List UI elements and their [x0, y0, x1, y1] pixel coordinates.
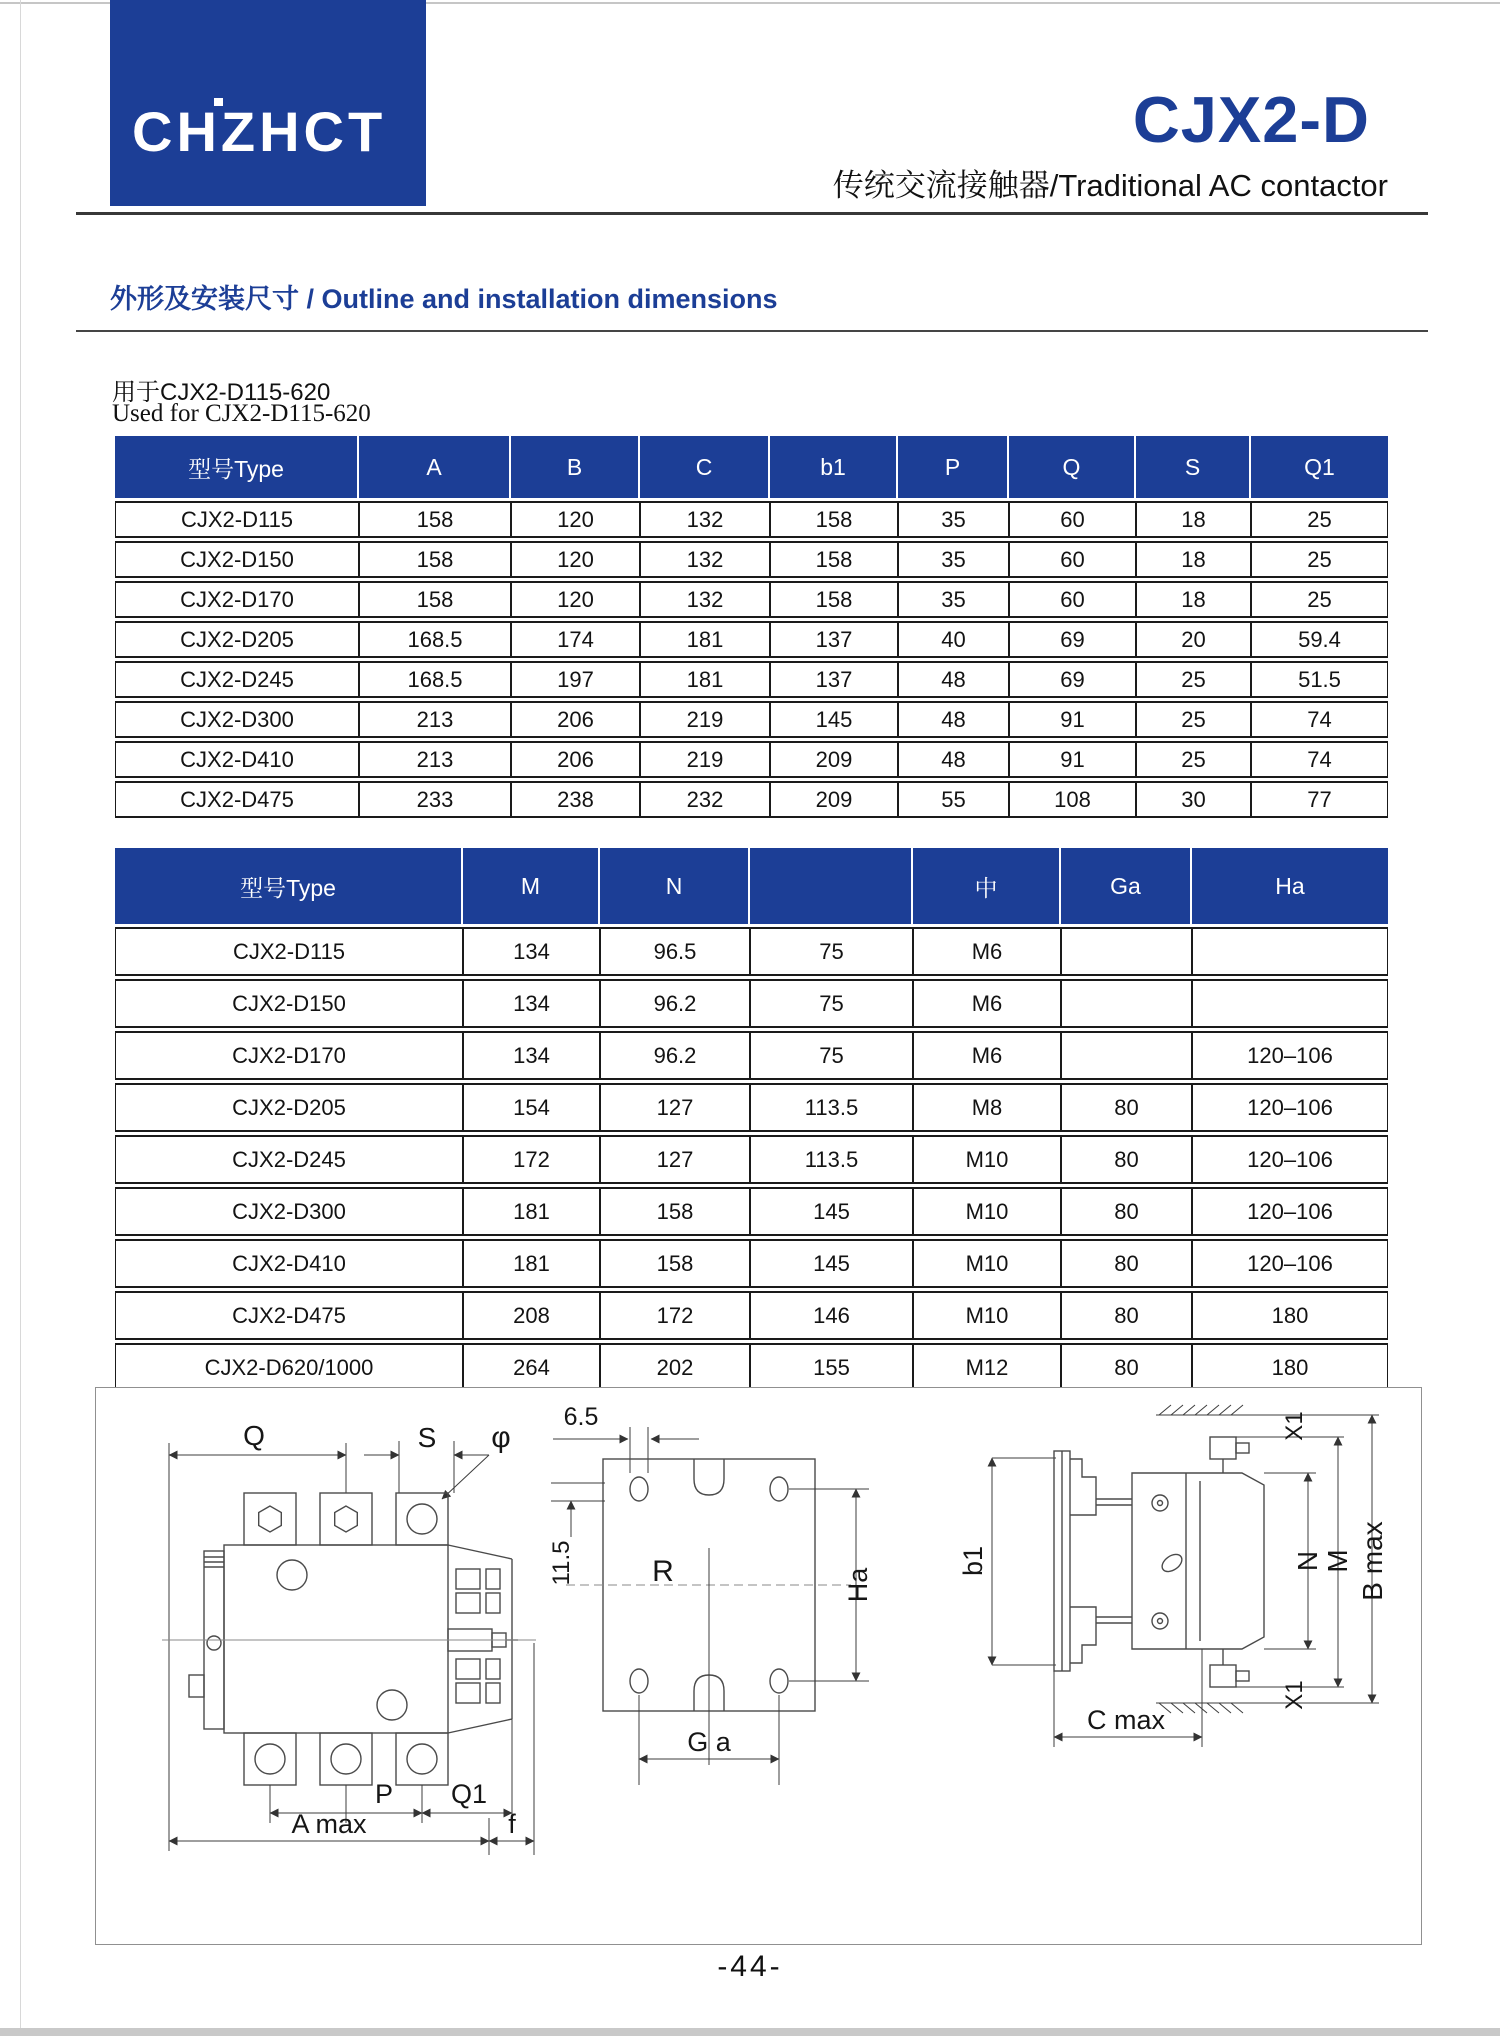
table2-cell: [1192, 927, 1388, 976]
table-row: [115, 979, 1388, 1028]
table1-cell: 30: [1136, 781, 1251, 818]
table1-cell: 219: [640, 701, 770, 738]
header-rule: [76, 212, 1428, 215]
outline-drawings-box: [95, 1387, 1422, 1945]
table2-cell: 145: [750, 1239, 913, 1288]
dim-label-6-5: 6.5: [563, 1403, 599, 1431]
table2-cell: 120–106: [1192, 1031, 1388, 1080]
table1-cell: 25: [1136, 741, 1251, 778]
table2-cell: 134: [463, 1031, 600, 1080]
table-row: [115, 1135, 1388, 1184]
table2-cell: CJX2-D245: [115, 1135, 463, 1184]
table2-cell: CJX2-D170: [115, 1031, 463, 1080]
table2-cell: CJX2-D620/1000: [115, 1343, 463, 1392]
table2-cell: 155: [750, 1343, 913, 1392]
table1-cell: 181: [640, 661, 770, 698]
section-title: 外形及安装尺寸 / Outline and installation dimensions: [110, 284, 778, 314]
dim-label-s: S: [417, 1422, 437, 1453]
table-row: [115, 701, 1388, 738]
table2-cell: 134: [463, 979, 600, 1028]
table-row: [115, 1187, 1388, 1236]
table2-cell: M6: [913, 1031, 1061, 1080]
dim-label-x1-bottom: X1: [1281, 1680, 1308, 1710]
usage-note-en: Used for CJX2-D115-620: [112, 400, 371, 427]
table1-cell: 48: [898, 661, 1009, 698]
table1-cell: 158: [770, 581, 898, 618]
table2-cell: 172: [600, 1291, 750, 1340]
logo-text: CHZHCT: [132, 100, 387, 163]
table1-cell: 60: [1009, 541, 1136, 578]
table-row: [115, 741, 1388, 778]
table1-cell: 77: [1251, 781, 1388, 818]
table1-cell: 181: [640, 621, 770, 658]
table1-cell: 91: [1009, 741, 1136, 778]
page-edge-bottom: [0, 2028, 1500, 2036]
table1-cell: 20: [1136, 621, 1251, 658]
dim-label-b1: b1: [958, 1545, 988, 1577]
table2-cell: CJX2-D300: [115, 1187, 463, 1236]
table2-cell: 80: [1061, 1343, 1192, 1392]
table-row: [115, 1239, 1388, 1288]
table1-cell: 168.5: [359, 661, 511, 698]
dim-label-ga: G a: [687, 1727, 731, 1757]
table2-cell: 208: [463, 1291, 600, 1340]
table-row: [115, 621, 1388, 658]
table1-cell: 158: [359, 541, 511, 578]
table1-cell: 69: [1009, 661, 1136, 698]
table1-cell: 69: [1009, 621, 1136, 658]
table2-cell: 172: [463, 1135, 600, 1184]
table2-cell: M8: [913, 1083, 1061, 1132]
table2-header-row: [115, 848, 1388, 924]
table1-cell: CJX2-D150: [115, 541, 359, 578]
table1-cell: 158: [359, 501, 511, 538]
table2-cell: CJX2-D475: [115, 1291, 463, 1340]
usage-note-cn: 用于CJX2-D115-620: [112, 379, 331, 406]
table2-cell: 120–106: [1192, 1135, 1388, 1184]
table2-cell: 264: [463, 1343, 600, 1392]
table1-cell: CJX2-D475: [115, 781, 359, 818]
dim-label-p: P: [374, 1779, 394, 1809]
table1-cell: 18: [1136, 541, 1251, 578]
page-number: -44-: [717, 1950, 783, 1983]
outline-drawings: [96, 1388, 1419, 1942]
dim-label-x1-top: X1: [1281, 1411, 1308, 1441]
dim-label-m: M: [1322, 1549, 1353, 1573]
table1-header-cell: b1: [770, 436, 898, 498]
table2-cell: 75: [750, 927, 913, 976]
dim-label-c-max: C max: [1086, 1705, 1166, 1735]
table1-cell: 158: [770, 541, 898, 578]
dim-label-ha: Ha: [843, 1567, 873, 1603]
table1-cell: 25: [1251, 581, 1388, 618]
table1-cell: CJX2-D170: [115, 581, 359, 618]
table1-cell: 35: [898, 581, 1009, 618]
table1-cell: 213: [359, 741, 511, 778]
side-view-drawing: [958, 1405, 1388, 1747]
table-row: [115, 1083, 1388, 1132]
table1-cell: 18: [1136, 581, 1251, 618]
table1-cell: 132: [640, 501, 770, 538]
table2-header-cell: 型号Type: [115, 848, 463, 924]
table2-cell: 134: [463, 927, 600, 976]
table2-cell: CJX2-D150: [115, 979, 463, 1028]
dim-label-phi: φ: [491, 1421, 511, 1454]
table2-cell: 75: [750, 1031, 913, 1080]
table2-cell: 96.2: [600, 979, 750, 1028]
table1-cell: 25: [1251, 541, 1388, 578]
table2-cell: 202: [600, 1343, 750, 1392]
table2-cell: 145: [750, 1187, 913, 1236]
table1-cell: 209: [770, 741, 898, 778]
table1-cell: 158: [770, 501, 898, 538]
table2-cell: CJX2-D115: [115, 927, 463, 976]
table2-cell: CJX2-D205: [115, 1083, 463, 1132]
table1-cell: 35: [898, 501, 1009, 538]
table1-cell: 232: [640, 781, 770, 818]
table1-header-cell: Q: [1009, 436, 1136, 498]
table2-header-cell: N: [600, 848, 750, 924]
dim-label-11-5: 11.5: [548, 1540, 575, 1586]
table1-cell: 74: [1251, 701, 1388, 738]
table1-cell: CJX2-D115: [115, 501, 359, 538]
table1-cell: 91: [1009, 701, 1136, 738]
table1-cell: 59.4: [1251, 621, 1388, 658]
table1-cell: 132: [640, 581, 770, 618]
table1-cell: 233: [359, 781, 511, 818]
table1-cell: CJX2-D410: [115, 741, 359, 778]
table2-cell: [1061, 979, 1192, 1028]
dim-label-r: R: [652, 1555, 674, 1588]
table1-header-cell: C: [640, 436, 770, 498]
table1-cell: 60: [1009, 501, 1136, 538]
table1-cell: 25: [1136, 701, 1251, 738]
table1-cell: 60: [1009, 581, 1136, 618]
table2-cell: M10: [913, 1187, 1061, 1236]
table-row: [115, 1291, 1388, 1340]
front-view-drawing: [162, 1420, 536, 1855]
dimension-table-2: [115, 845, 1388, 1395]
table2-cell: M10: [913, 1239, 1061, 1288]
table2-body: [115, 927, 1388, 1392]
table1-cell: 158: [359, 581, 511, 618]
table2-cell: [1061, 1031, 1192, 1080]
table2-cell: CJX2-D410: [115, 1239, 463, 1288]
table1-cell: 74: [1251, 741, 1388, 778]
table1-cell: 206: [511, 701, 640, 738]
table1-cell: CJX2-D205: [115, 621, 359, 658]
table2-cell: 180: [1192, 1343, 1388, 1392]
dim-label-a-max: A max: [291, 1809, 367, 1839]
table2-cell: 113.5: [750, 1083, 913, 1132]
table2-cell: [1192, 979, 1388, 1028]
table-row: [115, 541, 1388, 578]
table1-cell: 48: [898, 741, 1009, 778]
table2-cell: 158: [600, 1187, 750, 1236]
table1-cell: 197: [511, 661, 640, 698]
table1-cell: 55: [898, 781, 1009, 818]
plate-view-drawing: [548, 1403, 873, 1785]
table-row: [115, 1343, 1388, 1392]
table-row: [115, 1031, 1388, 1080]
table2-cell: 120–106: [1192, 1083, 1388, 1132]
dimension-table-1: [115, 433, 1388, 821]
table2-cell: 113.5: [750, 1135, 913, 1184]
table2-cell: M12: [913, 1343, 1061, 1392]
table2-cell: M6: [913, 979, 1061, 1028]
table2-cell: M10: [913, 1135, 1061, 1184]
table1-cell: 48: [898, 701, 1009, 738]
table1-header-cell: P: [898, 436, 1009, 498]
table1-cell: CJX2-D300: [115, 701, 359, 738]
table2-cell: 146: [750, 1291, 913, 1340]
table-row: [115, 501, 1388, 538]
table-row: [115, 927, 1388, 976]
table2-cell: 80: [1061, 1083, 1192, 1132]
table2-cell: 80: [1061, 1135, 1192, 1184]
table1-cell: 18: [1136, 501, 1251, 538]
table1-header-cell: S: [1136, 436, 1251, 498]
table2-cell: 96.5: [600, 927, 750, 976]
product-title: CJX2-D: [1132, 83, 1370, 156]
table2-cell: M10: [913, 1291, 1061, 1340]
table1-header-cell: A: [359, 436, 511, 498]
table-row: [115, 581, 1388, 618]
table2-header-cell: Ga: [1061, 848, 1192, 924]
table1-cell: 137: [770, 661, 898, 698]
table1-body: [115, 501, 1388, 818]
table1-cell: 108: [1009, 781, 1136, 818]
table1-cell: 174: [511, 621, 640, 658]
table2-header-cell: [750, 848, 913, 924]
table1-cell: 120: [511, 501, 640, 538]
table1-cell: 145: [770, 701, 898, 738]
dim-label-n: N: [1292, 1550, 1323, 1572]
table1-cell: 238: [511, 781, 640, 818]
section-rule: [76, 330, 1428, 332]
table1-cell: 213: [359, 701, 511, 738]
table1-cell: 35: [898, 541, 1009, 578]
table2-cell: 96.2: [600, 1031, 750, 1080]
table2-cell: 127: [600, 1083, 750, 1132]
table2-header-cell: Ha: [1192, 848, 1388, 924]
table2-header-cell: M: [463, 848, 600, 924]
table1-cell: 132: [640, 541, 770, 578]
table1-cell: 25: [1251, 501, 1388, 538]
table2-cell: 75: [750, 979, 913, 1028]
product-subtitle: 传统交流接触器/Traditional AC contactor: [832, 168, 1388, 203]
table-row: [115, 781, 1388, 818]
table1-cell: 51.5: [1251, 661, 1388, 698]
table1-cell: 120: [511, 541, 640, 578]
table2-cell: 80: [1061, 1291, 1192, 1340]
table1-cell: CJX2-D245: [115, 661, 359, 698]
table1-cell: 168.5: [359, 621, 511, 658]
brand-logo: [110, 0, 426, 206]
table2-cell: 180: [1192, 1291, 1388, 1340]
dim-label-q: Q: [243, 1420, 265, 1451]
dim-label-b-max: B max: [1357, 1521, 1388, 1601]
table1-cell: 219: [640, 741, 770, 778]
table1-cell: 120: [511, 581, 640, 618]
table2-cell: M6: [913, 927, 1061, 976]
table1-cell: 40: [898, 621, 1009, 658]
table2-cell: 154: [463, 1083, 600, 1132]
table1-header-row: [115, 436, 1388, 498]
table1-cell: 25: [1136, 661, 1251, 698]
table-row: [115, 661, 1388, 698]
page-edge-left: [20, 0, 21, 2036]
table1-cell: 206: [511, 741, 640, 778]
table2-cell: 127: [600, 1135, 750, 1184]
table2-cell: 181: [463, 1187, 600, 1236]
table2-cell: 120–106: [1192, 1187, 1388, 1236]
table2-cell: 80: [1061, 1239, 1192, 1288]
table1-header-cell: B: [511, 436, 640, 498]
table2-cell: 80: [1061, 1187, 1192, 1236]
table1-cell: 209: [770, 781, 898, 818]
table2-cell: 120–106: [1192, 1239, 1388, 1288]
table2-header-cell: 中: [913, 848, 1061, 924]
table1-header-cell: 型号Type: [115, 436, 359, 498]
table2-cell: 158: [600, 1239, 750, 1288]
table1-header-cell: Q1: [1251, 436, 1388, 498]
table1-cell: 137: [770, 621, 898, 658]
table2-cell: [1061, 927, 1192, 976]
dim-label-f: f: [508, 1809, 516, 1839]
table2-cell: 181: [463, 1239, 600, 1288]
dim-label-q1: Q1: [450, 1779, 488, 1809]
